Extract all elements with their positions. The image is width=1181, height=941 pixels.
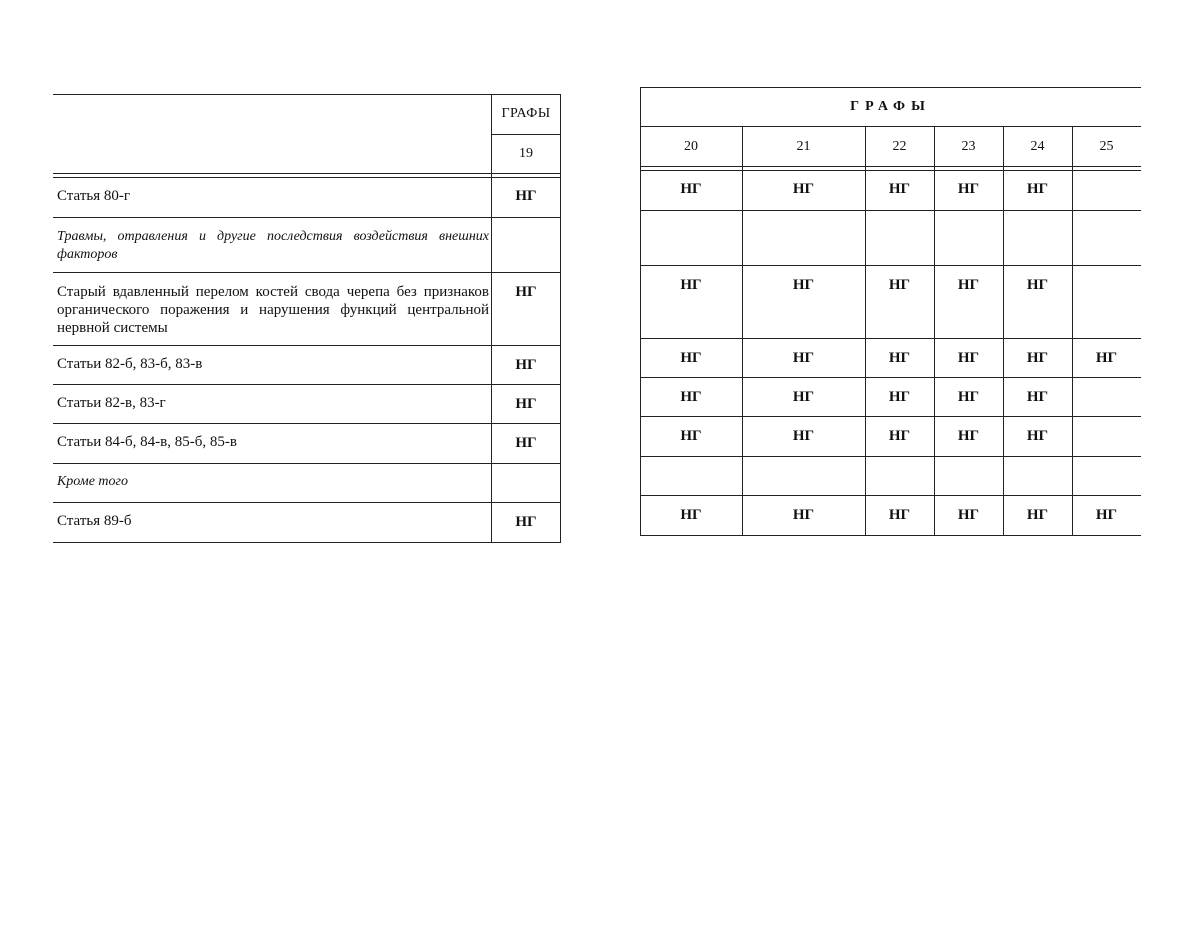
left-row-value: НГ — [515, 435, 537, 451]
right-table-cell: НГ — [1095, 507, 1118, 523]
right-table-cell: НГ — [1026, 350, 1049, 366]
right-table-cell: НГ — [957, 181, 980, 197]
right-table-cell: НГ — [888, 181, 911, 197]
right-table-cell: НГ — [680, 277, 702, 293]
left-row-value: НГ — [515, 188, 537, 204]
right-table-cell: НГ — [680, 181, 702, 197]
left-row-label: Старый вдавленный перелом костей свода черепа без признаков органического поражения и нарушения функций центральной нервной системы — [57, 284, 489, 336]
right-table-cell: НГ — [1026, 181, 1049, 197]
right-table-cell: НГ — [888, 428, 911, 444]
right-header-grafy: ГРАФЫ — [850, 99, 931, 114]
right-table-cell: НГ — [792, 389, 815, 405]
left-row-value: НГ — [515, 357, 537, 373]
right-table-cell: НГ — [792, 507, 815, 523]
right-header-col: 23 — [961, 139, 976, 154]
left-row-label: Статья 89-б — [57, 513, 132, 529]
right-table-cell: НГ — [957, 507, 980, 523]
left-row-label: Статья 80-г — [57, 188, 131, 204]
right-table-cell: НГ — [680, 507, 702, 523]
right-table-cell: НГ — [680, 389, 702, 405]
right-table-cell: НГ — [792, 350, 815, 366]
left-row-label: Кроме того — [57, 474, 128, 489]
right-table-cell: НГ — [680, 350, 702, 366]
right-table-cell: НГ — [957, 389, 980, 405]
left-row-label: Травмы, отравления и другие последствия воздействия внешних факторов — [57, 229, 489, 262]
right-table-cell: НГ — [1026, 389, 1049, 405]
left-row-value: НГ — [515, 514, 537, 530]
right-table-cell: НГ — [957, 428, 980, 444]
left-row-value: НГ — [515, 396, 537, 412]
right-table-cell: НГ — [792, 277, 815, 293]
right-header-col: 20 — [684, 139, 698, 154]
left-row-label: Статьи 82-б, 83-б, 83-в — [57, 356, 203, 372]
right-table-cell: НГ — [888, 389, 911, 405]
left-row-value: НГ — [515, 284, 537, 300]
right-table-cell: НГ — [1095, 350, 1118, 366]
right-header-col: 21 — [796, 139, 811, 154]
left-row-label: Статьи 82-в, 83-г — [57, 395, 166, 411]
right-header-col: 24 — [1030, 139, 1045, 154]
right-table-cell: НГ — [1026, 428, 1049, 444]
right-table-cell: НГ — [888, 350, 911, 366]
right-header-col: 22 — [892, 139, 907, 154]
right-table-cell: НГ — [792, 428, 815, 444]
right-table-cell: НГ — [680, 428, 702, 444]
left-header-col-19: 19 — [519, 146, 533, 161]
right-table-cell: НГ — [1026, 277, 1049, 293]
right-table-cell: НГ — [1026, 507, 1049, 523]
right-table-cell: НГ — [792, 181, 815, 197]
right-table-cell: НГ — [888, 507, 911, 523]
right-table-cell: НГ — [957, 277, 980, 293]
left-row-label: Статьи 84-б, 84-в, 85-б, 85-в — [57, 434, 237, 450]
right-table-cell: НГ — [888, 277, 911, 293]
left-header-grafy: ГРАФЫ — [501, 106, 551, 121]
right-header-col: 25 — [1099, 139, 1114, 154]
right-table-cell: НГ — [957, 350, 980, 366]
